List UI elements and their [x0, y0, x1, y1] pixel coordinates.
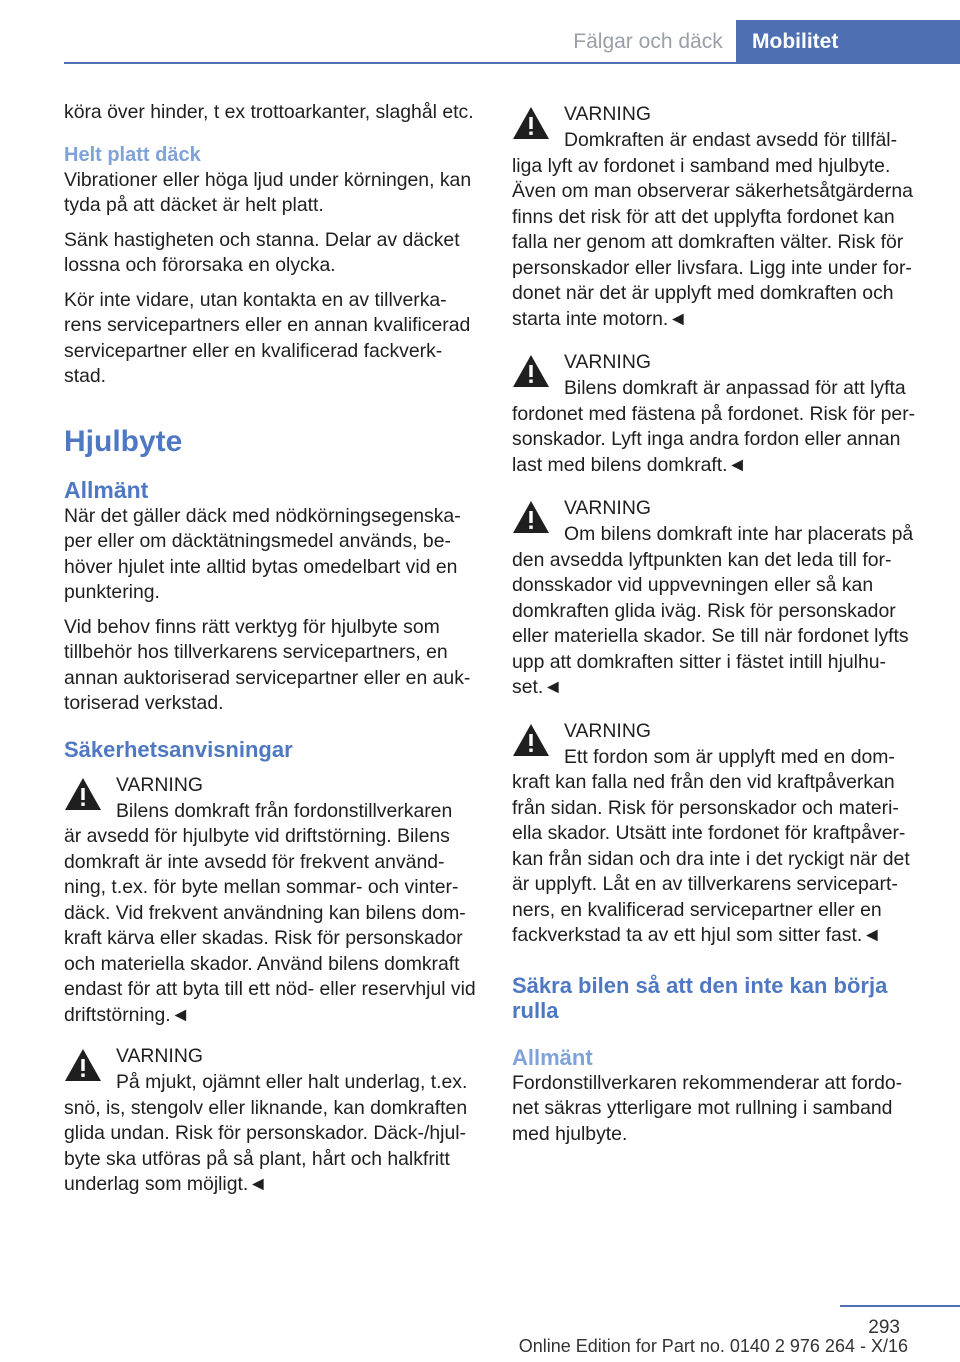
- warning-block: [512, 348, 928, 478]
- heading-secure-vehicle: Säkra bilen så att den inte kan börja rulla: [512, 972, 888, 1023]
- warning-label: VARNING: [116, 773, 203, 796]
- heading-general: Allmänt: [512, 1044, 593, 1070]
- heading-wheel-change: Hjulbyte: [64, 424, 183, 458]
- warning-triangle-icon: [512, 723, 550, 757]
- header-rule: [64, 62, 960, 64]
- warning-label: VARNING: [564, 719, 651, 742]
- secure-paragraph: Fordonstillverkaren rekommenderar att fordo-net säkras ytterligare mot rullning i samband med hjulbyte.: [512, 1071, 903, 1145]
- warning-block: [512, 494, 928, 701]
- footer-rule: [840, 1305, 960, 1307]
- left-column: [64, 100, 480, 1207]
- edition-line: Online Edition for Part no. 0140 2 976 264 - X/16: [518, 1336, 908, 1356]
- general-paragraph-2: Vid behov finns rätt verktyg för hjulbyte som tillbehör hos tillverkarens servicepartners, en annan auktoriserad servicepartner eller en auk-toriserad verkstad.: [64, 615, 471, 714]
- flat-paragraph-2: Sänk hastigheten och stanna. Delar av däcket lossna och förorsaka en olycka.: [64, 228, 460, 276]
- warning-first-line: Bilens domkraft från fordonstillverkaren: [116, 799, 453, 822]
- warning-text: snö, is, stengolv eller liknande, kan domkraften glida undan. Risk för personskador. Däck-/hjul-byte ska utföras på så plant, hårt och halkfritt underlag som möjligt.◄: [64, 1096, 468, 1195]
- warning-label: VARNING: [564, 103, 651, 125]
- heading-safety: Säkerhetsanvisningar: [64, 736, 293, 762]
- warning-first-line: Bilens domkraft är anpassad för att lyfta: [564, 377, 906, 399]
- warning-first-line: Om bilens domkraft inte har placerats på: [564, 523, 914, 545]
- warning-block: [64, 1042, 480, 1198]
- page-number: 293: [868, 1317, 900, 1338]
- warning-triangle-icon: [64, 1048, 102, 1082]
- heading-general: Allmänt: [64, 476, 149, 503]
- warning-text: den avsedda lyftpunkten kan det leda till for-donsskador vid uppvevningen eller så kan domkraften glida iväg. Risk för personskador eller materiella skador. Se till när fordonet lyfts upp att domkraften sitter i fästet intill hjulhu-set.◄: [512, 548, 909, 698]
- warning-text: är avsedd för hjulbyte vid driftstörning. Bilens domkraft är inte avsedd för frekvent använd-ning, t.ex. för byte mellan sommar- och vinter-däck. Vid frekvent användning kan bilens dom-kraft kärva eller skadas. Risk för personskador och materiella skador. Använd bilens domkraft endast för att byta till ett nöd- eller reservhjul vid driftstörning.◄: [64, 825, 476, 1026]
- warning-block: [512, 100, 928, 332]
- warning-block: [512, 717, 928, 949]
- flat-paragraph-3: Kör inte vidare, utan kontakta en av tillverka-rens servicepartners eller en annan kvalificerad servicepartner eller en kvalificerad fackverk-stad.: [64, 288, 471, 387]
- heading-flat-tire: Helt platt däck: [64, 143, 201, 166]
- header-tab-section: Fälgar och däck: [573, 30, 723, 53]
- right-column: [512, 100, 928, 1156]
- warning-first-line: På mjukt, ojämnt eller halt underlag, t.ex.: [116, 1071, 468, 1093]
- warning-first-line: Domkraften är endast avsedd för tillfäl-: [564, 129, 898, 151]
- header-tab-chapter: Mobilitet: [736, 20, 960, 64]
- warning-first-line: Ett fordon som är upplyft med en dom-: [564, 745, 895, 768]
- intro-paragraph: köra över hinder, t ex trottoarkanter, slaghål etc.: [64, 101, 474, 123]
- warning-text: kraft kan falla ned från den vid kraftpåverkan från sidan. Risk för personskador och materi-ella skador. Utsätt inte fordonet för kraftpåver-kan från sidan och dra inte i det ryckigt när det är upplyft. Låt en av tillverkarens servicepart-ners, en kvalificerad servicepartner eller en fackverkstad ta av ett hjul som sitter fast.◄: [512, 771, 910, 946]
- warning-text: liga lyft av fordonet i samband med hjulbyte. Även om man observerar säkerhetsåtgärderna finns det risk för att det upplyfta fordonet kan falla ner genom att domkraften välter. Risk för personskador eller livsfara. Ligg inte under for-donet när det är upplyft med domkraften och starta inte motorn.◄: [512, 154, 913, 330]
- warning-label: VARNING: [116, 1045, 203, 1067]
- flat-paragraph-1: Vibrationer eller höga ljud under körningen, kan tyda på att däcket är helt platt.: [64, 168, 472, 216]
- warning-triangle-icon: [64, 777, 102, 811]
- general-paragraph-1: När det gäller däck med nödkörningsegenska-per eller om däcktätningsmedel används, be-höver hjulet inte alltid bytas omedelbart vid en punktering.: [64, 504, 461, 603]
- warning-triangle-icon: [512, 354, 550, 388]
- warning-label: VARNING: [564, 497, 651, 519]
- warning-triangle-icon: [512, 500, 550, 534]
- warning-block: [64, 771, 480, 1029]
- warning-triangle-icon: [512, 106, 550, 140]
- warning-label: VARNING: [564, 351, 651, 373]
- warning-text: fordonet med fästena på fordonet. Risk för per-sonskador. Lyft inga andra fordon eller annan last med bilens domkraft.◄: [512, 402, 916, 476]
